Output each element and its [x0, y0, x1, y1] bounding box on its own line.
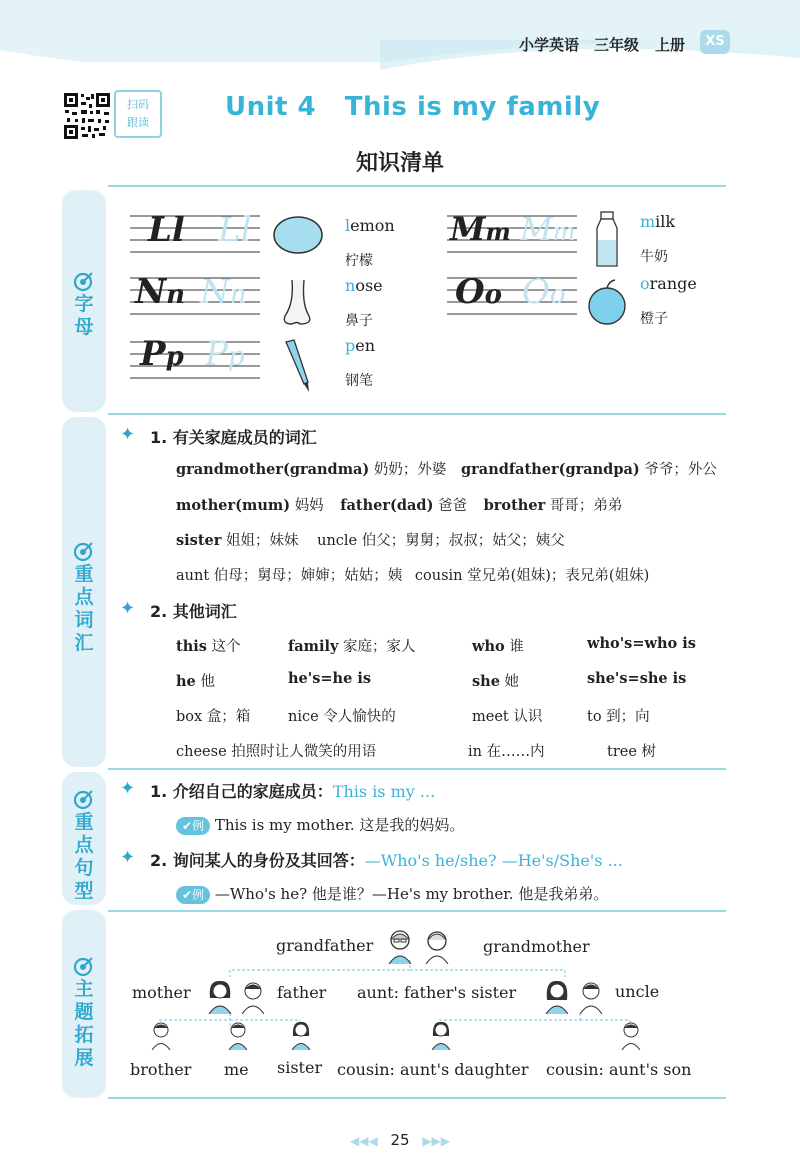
vocab-en: brother — [483, 497, 546, 514]
sister-icon — [289, 1020, 313, 1050]
example-badge-text: 例 — [192, 819, 205, 833]
target-icon — [73, 270, 95, 292]
vocab-heading-1: 1. 有关家庭成员的词汇 — [150, 428, 317, 447]
grandmother-icon — [422, 928, 452, 964]
other-cell — [587, 635, 696, 652]
letters-text: 字母 — [74, 293, 94, 338]
star-icon: ✦ — [120, 424, 136, 445]
vocab-en: sister — [176, 532, 222, 549]
aunt-icon — [542, 978, 572, 1014]
vocab-en: aunt — [176, 568, 210, 584]
word-milk — [640, 212, 675, 231]
letter-l-trace — [218, 210, 251, 250]
trace-upper-o: O — [522, 272, 550, 312]
other-cell — [587, 670, 686, 687]
vocab-en: in — [468, 744, 482, 760]
page-number: 25 — [390, 1131, 410, 1149]
sentences-text: 重点句型 — [74, 811, 94, 902]
prev-arrows-icon: ◀◀◀ — [349, 1134, 378, 1148]
nose-icon — [280, 278, 316, 328]
letter-n-pair — [135, 272, 185, 312]
letter-l-pair — [148, 210, 185, 250]
target-icon — [73, 540, 95, 562]
word-orange-first: o — [640, 274, 650, 293]
label-cousin-son: cousin: aunt's son — [546, 1060, 692, 1079]
label-father: father — [277, 983, 327, 1002]
upper-l: L — [148, 210, 172, 250]
word-milk-rest: ilk — [655, 212, 676, 231]
word-pen-first: p — [345, 336, 356, 355]
example-badge: ✔例 — [176, 817, 210, 835]
vocab-row-2 — [176, 494, 622, 515]
sidebar-label-letters — [62, 293, 106, 339]
other-cell — [176, 635, 241, 656]
sidebar-label-theme — [62, 978, 106, 1070]
label-grandfather: grandfather — [276, 936, 374, 955]
vocab-en: family — [288, 638, 339, 655]
other-cell — [176, 670, 215, 691]
word-pen — [345, 336, 375, 355]
lemon-icon — [272, 214, 324, 256]
star-icon: ✦ — [120, 598, 136, 619]
word-pen-cn: 钢笔 — [345, 373, 373, 389]
vocab-cn: 他 — [200, 674, 215, 690]
upper-p: P — [140, 334, 166, 374]
lower-m: m — [485, 217, 511, 246]
mother-icon — [205, 978, 235, 1014]
label-aunt: aunt: father's sister — [357, 983, 517, 1002]
vocab-cn: 树 — [641, 744, 657, 760]
word-orange-rest: range — [649, 274, 697, 293]
label-me: me — [224, 1060, 249, 1079]
vocab-en: grandfather(grandpa) — [461, 461, 640, 478]
pen-icon — [280, 338, 312, 394]
vocab-cn: 奶奶；外婆 — [373, 462, 447, 478]
other-cell — [176, 740, 376, 761]
other-cell — [288, 670, 371, 687]
vocab-en: to — [587, 709, 602, 725]
label-mother: mother — [132, 983, 191, 1002]
vocab-en: tree — [607, 744, 637, 760]
word-nose-rest: ose — [355, 276, 383, 295]
letter-o-pair — [455, 272, 502, 312]
word-lemon — [345, 216, 395, 235]
trace-lower-m: m — [552, 218, 576, 246]
other-cell — [587, 705, 650, 726]
vocab-cn: 令人愉快的 — [323, 709, 396, 725]
word-lemon-rest: emon — [350, 216, 395, 235]
vocab-en: he's — [288, 670, 321, 687]
vocab-en: meet — [472, 709, 509, 725]
example-2 — [176, 883, 608, 904]
word-lemon-cn: 柠檬 — [345, 253, 373, 269]
vocab-cn: 爸爸 — [438, 498, 468, 514]
word-nose-first: n — [345, 276, 356, 295]
other-cell — [472, 705, 542, 726]
vocab-row-1 — [176, 458, 717, 479]
lower-p: p — [165, 342, 184, 372]
vocab-en: mother(mum) — [176, 497, 291, 514]
vocab-cn: 在……内 — [486, 744, 545, 760]
vocab-row-3 — [176, 529, 565, 550]
label-uncle: uncle — [615, 982, 660, 1001]
vocab-cn: 堂兄弟(姐妹)；表兄弟(姐妹) — [467, 568, 650, 584]
vocab-cn: 拍照时让人微笑的用语 — [231, 744, 377, 760]
vocab-cn: 家庭；家人 — [343, 639, 416, 655]
vocab-cn: 谁 — [509, 639, 524, 655]
vocab-cn: 这个 — [211, 639, 241, 655]
divider-vocab — [108, 768, 726, 770]
unit-title: Unit 4 This is my family — [225, 92, 601, 122]
vocab-en: cousin — [414, 568, 463, 584]
example-2-text: —Who's he? 他是谁？—He's my brother. 他是我弟弟。 — [214, 885, 609, 903]
vocab-cn: =she is — [627, 670, 687, 687]
star-icon: ✦ — [120, 778, 136, 799]
example-1-text: This is my mother. 这是我的妈妈。 — [214, 816, 465, 834]
word-milk-cn: 牛奶 — [640, 249, 668, 265]
divider-letters — [108, 413, 726, 415]
cousin-girl-icon — [429, 1020, 453, 1050]
vocab-cn: 哥哥；弟弟 — [549, 498, 623, 514]
trace-upper-l: L — [218, 210, 241, 250]
qr-code-icon[interactable] — [63, 92, 111, 140]
vocab-en: who — [472, 638, 505, 655]
upper-n: N — [135, 272, 167, 312]
theme-text: 主题拓展 — [74, 978, 94, 1069]
uncle-icon — [576, 978, 606, 1014]
orange-icon — [587, 278, 627, 326]
letter-o-trace — [522, 272, 566, 312]
lower-l: l — [171, 210, 185, 250]
sentence-pattern-1: This is my ... — [332, 782, 436, 801]
vocab-cn: 到；向 — [606, 709, 650, 725]
vocab-heading-2: 2. 其他词汇 — [150, 602, 237, 621]
brother-icon — [149, 1020, 173, 1050]
sentence-heading-2 — [150, 848, 623, 871]
scan-to-read-label[interactable] — [114, 90, 162, 138]
sentence-heading-2-text: 2. 询问某人的身份及其回答： — [150, 851, 365, 870]
label-cousin-daughter: cousin: aunt's daughter — [337, 1060, 529, 1079]
trace-lower-l: l — [240, 210, 252, 250]
page-footer — [0, 1131, 800, 1149]
vocab-en: she's — [587, 670, 628, 687]
letter-n-trace — [200, 272, 247, 312]
word-orange — [640, 274, 697, 293]
other-cell — [472, 635, 524, 656]
vocab-cn: =he is — [320, 670, 372, 687]
vocab-text: 重点词汇 — [74, 563, 94, 654]
trace-upper-m: M — [520, 210, 553, 248]
label-grandmother: grandmother — [483, 937, 590, 956]
upper-m: M — [450, 210, 486, 248]
milk-bottle-icon — [590, 210, 624, 270]
grandfather-icon — [385, 928, 415, 964]
example-badge: ✔例 — [176, 886, 210, 904]
example-badge-text: 例 — [192, 888, 205, 902]
vocab-en: this — [176, 638, 207, 655]
word-pen-rest: en — [355, 336, 376, 355]
xs-badge: XS — [700, 30, 730, 54]
letter-p-pair — [140, 334, 184, 374]
vocab-cn: 她 — [504, 674, 520, 690]
vocab-en: cheese — [176, 744, 227, 760]
scan-label-line2: 跟读 — [127, 116, 149, 129]
vocab-cn: 爷爷；外公 — [644, 462, 717, 478]
vocab-cn: 盒；箱 — [206, 709, 251, 725]
header-subject: 小学英语 — [519, 36, 580, 54]
target-icon — [73, 955, 95, 977]
word-nose — [345, 276, 383, 295]
vocab-cn: =who is — [632, 635, 696, 652]
trace-lower-p: p — [227, 342, 245, 372]
letter-m-pair — [450, 210, 511, 248]
trace-lower-o: o — [549, 280, 566, 310]
vocab-cn: 伯父；舅舅；叔叔；姑父；姨父 — [361, 533, 565, 549]
header-grade: 三年级 — [594, 36, 640, 54]
trace-upper-p: P — [205, 334, 228, 374]
sidebar-label-sentences — [62, 811, 106, 903]
letter-p-trace — [205, 334, 245, 374]
divider-top — [108, 185, 726, 187]
target-icon — [73, 788, 95, 810]
sentence-heading-1 — [150, 779, 435, 802]
sidebar-label-vocab — [62, 563, 106, 655]
sentence-pattern-2: —Who's he/she? —He's/She's ... — [364, 851, 623, 870]
trace-upper-n: N — [200, 272, 230, 312]
lower-n: n — [166, 280, 185, 310]
cousin-boy-icon — [619, 1020, 643, 1050]
upper-o: O — [455, 272, 485, 312]
vocab-row-4 — [176, 564, 649, 585]
vocab-en: she — [472, 673, 500, 690]
divider-sentences — [108, 910, 726, 912]
sentence-heading-1-text: 1. 介绍自己的家庭成员： — [150, 782, 333, 801]
other-cell — [288, 635, 416, 656]
word-milk-first: m — [640, 212, 656, 231]
vocab-cn: 妈妈 — [294, 498, 324, 514]
vocab-en: grandmother(grandma) — [176, 461, 370, 478]
other-cell — [468, 740, 545, 761]
other-cell — [288, 705, 396, 726]
vocab-cn: 伯母；舅母；婶婶；姑姑；姨 — [213, 568, 403, 584]
example-1 — [176, 814, 464, 835]
vocab-en: uncle — [317, 533, 358, 549]
father-icon — [238, 978, 268, 1014]
other-cell — [607, 740, 656, 761]
other-cell — [472, 670, 519, 691]
header-volume: 上册 — [655, 36, 686, 54]
vocab-en: he — [176, 673, 196, 690]
star-icon: ✦ — [120, 847, 136, 868]
vocab-en: who's — [587, 635, 633, 652]
word-nose-cn: 鼻子 — [345, 313, 373, 329]
vocab-cn: 姐姐；妹妹 — [226, 533, 299, 549]
trace-lower-n: n — [229, 280, 247, 310]
me-icon — [226, 1020, 250, 1050]
other-cell — [176, 705, 250, 726]
lower-o: o — [484, 280, 502, 310]
vocab-en: nice — [288, 709, 319, 725]
vocab-cn: 认识 — [513, 709, 543, 725]
label-brother: brother — [130, 1060, 192, 1079]
section-title: 知识清单 — [355, 151, 444, 176]
scan-label-line1: 扫码 — [127, 98, 149, 111]
label-sister: sister — [277, 1058, 323, 1077]
vocab-en: father(dad) — [340, 497, 434, 514]
next-arrows-icon: ▶▶▶ — [422, 1134, 451, 1148]
vocab-en: box — [176, 709, 203, 725]
divider-bottom — [108, 1097, 726, 1099]
word-lemon-first: l — [345, 216, 351, 235]
word-orange-cn: 橙子 — [640, 311, 668, 327]
letter-m-trace — [520, 210, 576, 248]
